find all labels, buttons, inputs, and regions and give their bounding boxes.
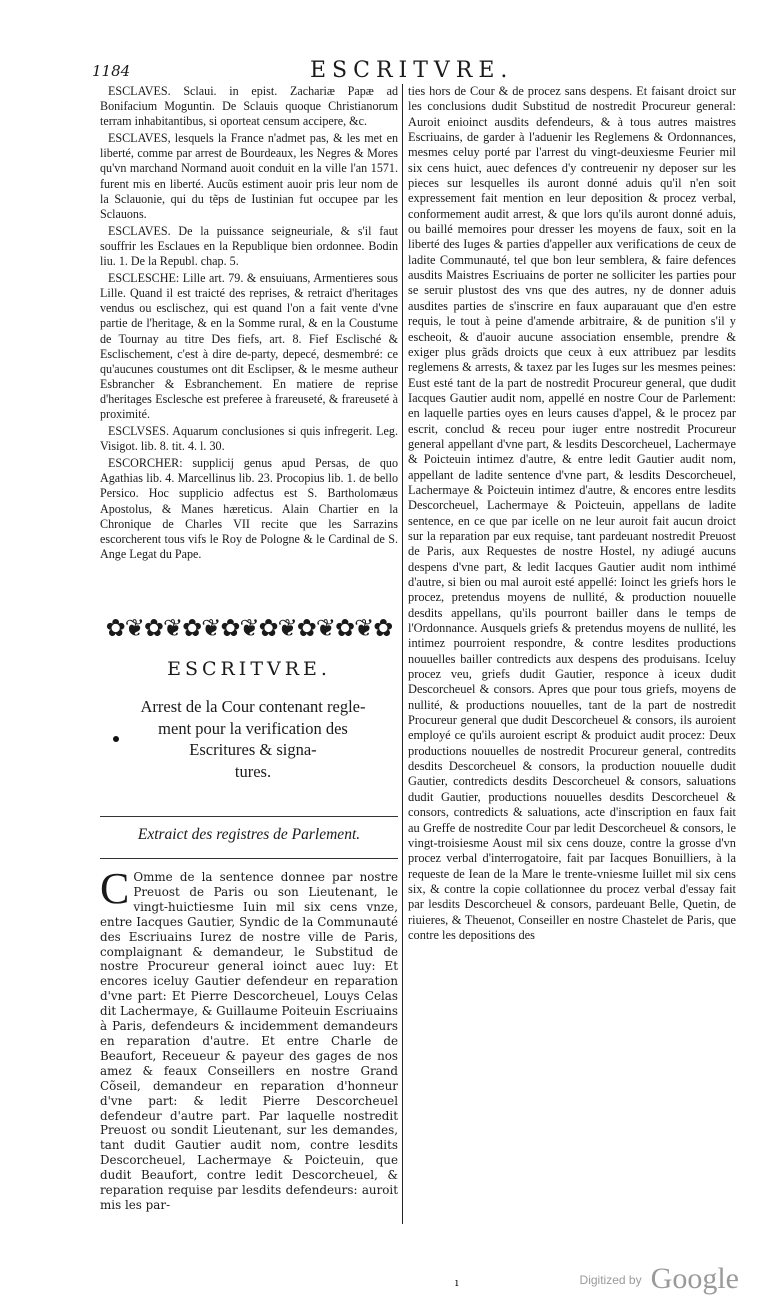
right-column-text: ties hors de Cour & de procez sans despens. Et faisant droict sur les conclusions dudit Substitud de nostredit Procureur general: Auroit enioinct ausdits defendeurs, & à tous autres maistres Escriuains, de garder à l'aduenir les Reglemens & Ordonnances, mesmes celuy porté par l'arrest du vingt-deuxiesme Feurier mil six cens huict, auec defences d'y contreuenir ny deposer sur les pieces sur lesquelles ils auront donné aduis qu'il n'en soit expressement fait mention en leur deposition & procez verbal, conformement audit arrest, & que lors qu'ils auront donné aduis, ou baillé memoires pour dresser les moyens de faux, soit en la liberté des Iuges & parties d'appeller aux verifications de ceux de ladite Communauté, tel que bon leur semblera, & faire defences ausdits Maistres Escriuains de porter ne solliciter les parties pour se seruir plustost des vns que des autres, ny de donner aduis ausdites parties de s'inscrire en faux auparauant que d'en estre requis, le tout à peine d'amende arbitraire, & de punition s'il y escheoit, & d'auoir aucune association ensemble, prendre & exiger plus grãds droicts que ceux à eux attribuez par lesdits reglemens & arrests, & taxez par les Iuges sur les mesmes peines: Eust esté tant de la part de nostredit Procureur general, que dudit Iacques Gautier audit nom, appellé en nostre Cour de Parlement: en laquelle parties oyes en leurs causes d'appel, & le procez par escrit, conclud & receu pour iuger entre nostredit Procureur general appellant d'vne part, & lesdits Descorcheuel, Lachermaye & Poicteuin intimez d'autre, & entre ledit Gautier audit nom, appellant de ladite sentence d'vne part, & lesdits Descorcheuel, Lachermaye & Poicteuin intimez d'autre, & encores entre lesdits Descorcheuel, Lachermaye & Poicteuin, appellans de ladite sentence, en ce que par icelle on ne leur auroit fait aucun droict sur la reparation par eux requise, tant pardeuant nostredit Preuost de Paris, aux Requestes de nostre Hostel, ny adiugé aucuns despens d'vne part, & ledit Iacques Gautier audit nom inthimé d'autre, si bien ou mal auroit esté appellé: Ioinct les griefs hors le procez, pretendus moyens de nullité, & production nouuelle desdits appellans, qu'ils pourront bailler dans le temps de l'Ordonnance. Ausquels griefs & pretendus moyens de nullité, les intimez pourroient respondre, & contre lesdites productions nouuelles bailler contredicts aux despens des produisans. Iceluy procez veu, griefs dudit Gautier, responce à iceux dudit Descorcheuel & consors. Apres que pour tous griefs, moyens de nullité, & productions nouuelles, tant de la part de nostredit Procureur general que dudit Descorcheuel & consors, ils auroient employé ce qu'ils auroient escript & produict audit procez: Deux productions nouuelles de nostredit Procureur general, contredits desdits Descorcheuel & consors, la production nouuelle dudit Gautier, contredicts desdits Descorcheuel & consors, saluations dudit Gautier, productions nouuelles desdits Descorcheuel & consors, contredicts & saluations, acte d'inscription en faux fait au Greffe de nostredite Cour par ledit Descorcheuel & consors, le vingt-troisiesme Aoust mil six cens douze, contre la grosse d'vn procez verbal d'interrogatoire, fait par Iacques Bonuilliers, à la requeste de Iean de la Mare le trente-vniesme Iuillet mil six cens six, & contre la copie collationnee du procez verbal d'essay fait par lesdits Descorcheuel & consors, pardeuant Belle, Quetin, de riuieres, & Theuenot, Conseiller en nostre Chastelet de Paris, que contre les depositions des [408, 84, 736, 942]
page-number: 1184 [92, 62, 131, 80]
rule-bottom [100, 858, 398, 859]
arret-title-line: ment pour la verification des [158, 718, 348, 738]
entry-escluses: ESCLVSES. Aquarum conclusiones si quis infregerit. Leg. Visigot. lib. 8. tit. 4. l. 30. [100, 424, 398, 454]
section-title: ESCRITVRE. [167, 658, 331, 680]
watermark-digitized-by: Digitized by [579, 1273, 642, 1287]
digitized-watermark [580, 1262, 739, 1296]
extrait-heading: Extraict des registres de Parlement. [137, 826, 361, 843]
running-title: ESCRITVRE. [310, 58, 514, 83]
arret-body-text: Omme de la sentence donnee par nostre Preuost de Paris ou son Lieutenant, le vingt-huictiesme Iuin mil six cens vnze, entre Iacques Gautier, Syndic de la Communauté des Escriuains Iurez de nostre ville de Paris, complaignant & demandeur, le Substitud de nostre Procureur general ioinct auec luy: Et encores iceluy Gautier defendeur en reparation d'vne part: Et Pierre Descorcheuel, Louys Celas dit Lachermaye, & Guillaume Poiteuin Escriuains à Paris, defendeurs & incidemment demandeurs en reparation d'autre. Et entre Charle de Beaufort, Receueur & payeur des gages de nos amez & feaux Conseillers en nostre Grand Cõseil, demandeur en reparation d'honneur d'vne part: & ledit Pierre Descorcheuel defendeur d'autre part. Par laquelle nostredit Preuost ou sondit Lieutenant, sur les demandes, tant dudit Gautier audit nom, contre lesdits Descorcheuel, Lachermaye & Poicteuin, que dudit Beaufort, contre ledit Descorcheuel, & reparation requise par lesdits defendeurs: auroit mis les par- [100, 870, 398, 1212]
google-logo: Google [650, 1262, 739, 1295]
arret-body [100, 864, 398, 1215]
page-header [92, 58, 732, 86]
entry-esclesche: ESCLESCHE: Lille art. 79. & ensuiuans, Armentieres sous Lille. Quand il est traicté des reprises, & retraict d'heritages vendus ou esclischez, qui est quand l'on a fait vente d'vne partie de l'heritage, & en la Somme rural, & en la Coustume de Tournay au titre Des fiefs, art. 8. Fief Esclisché & Esclischement, c'est à dire de-party, depecé, desmembré: ce qu'aucunes coustumes ont dit Esclipser, & le mesme autheur Esbrancher & Esbranchement. En matiere de reprise d'heritages Esclesche est preferee à frareuseté, & frareuseté à proximité. [100, 271, 398, 421]
entry-esclaves-2: ESCLAVES, lesquels la France n'admet pas, & les met en liberté, comme par arrest de Bourdeaux, les Negres & Mores qu'vn marchand Normand auoit conduit en la ville l'an 1571. furent mis en liberté. Aucũs estiment auoir pris leur nom de la Sclauonie, qui du tẽps de Iustinian fut occupee par les Sclauons. [100, 131, 398, 221]
arret-title-line: Escritures & signa- [189, 740, 317, 759]
bottom-mark: ı [455, 1276, 459, 1289]
ornament-band: ✿❦✿❦✿❦✿❦✿❦✿❦✿❦✿ [105, 614, 393, 642]
column-divider [402, 84, 403, 1224]
arret-title-line: Arrest de la Cour contenant regle- [140, 697, 366, 716]
drop-cap: C [100, 864, 130, 913]
entry-escorcher: ESCORCHER: supplicij genus apud Persas, de quo Agathias lib. 4. Marcellinus lib. 23. Procopius lib. 1. de bello Persico. Hoc supplicio adfectus est S. Bartholomæus Apostolus, & Manes hæreticus. Alain Chartier en la Chronique de Charles VII recite que les Sarrazins escorcherent tous vifs le Roy de Pologne & le Cardinal de S. Ange Legat du Pape. [100, 456, 398, 561]
arret-title [108, 696, 398, 782]
left-column [100, 84, 398, 564]
entry-esclaves-1: ESCLAVES. Sclaui. in epist. Zachariæ Papæ ad Bonifacium Moguntin. De Sclauis quoque Christianorum terram inhabitantibus, si oporteat censum accipere, &c. [100, 84, 398, 129]
entry-esclaves-3: ESCLAVES. De la puissance seigneuriale, & s'il faut souffrir les Esclaues en la Republique bien ordonnee. Bodin liu. 1. De la Republ. chap. 5. [100, 223, 398, 269]
right-column [408, 84, 736, 945]
arret-title-line: tures. [234, 761, 272, 781]
rule-top [100, 816, 398, 817]
